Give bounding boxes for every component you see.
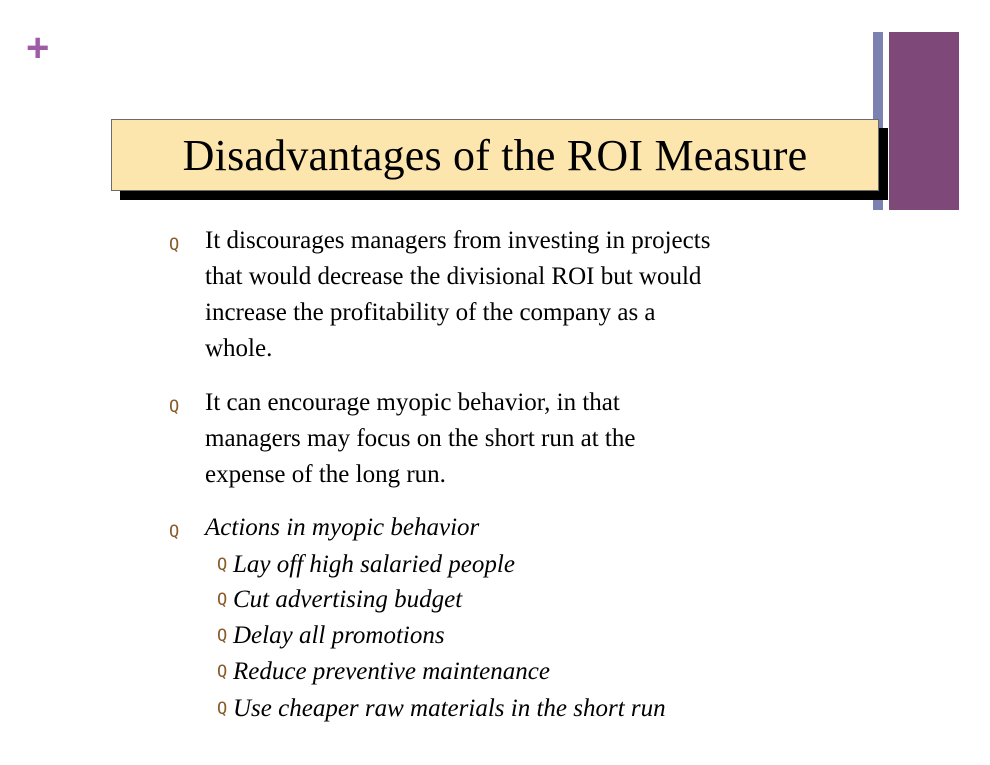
accent-bar-thick <box>889 32 959 210</box>
bullet-1-line-4: whole. <box>205 335 273 362</box>
bullet-icon: Q <box>169 397 180 417</box>
bullet-2-line-3: expense of the long run. <box>205 461 446 488</box>
list-item <box>217 582 462 618</box>
sub-bullet-icon: Q <box>217 555 228 575</box>
list-item <box>217 654 550 690</box>
sub-bullet-icon: Q <box>217 699 228 719</box>
sub-bullet-icon: Q <box>217 662 228 682</box>
sub-item-text: Lay off high salaried people <box>233 551 515 578</box>
bullet-1-line-2: that would decrease the divisional ROI but would <box>205 263 702 290</box>
title-box <box>111 119 879 191</box>
bullet-1-text <box>205 223 845 367</box>
sub-item-text: Use cheaper raw materials in the short run <box>233 695 666 722</box>
bullet-icon: Q <box>169 522 180 542</box>
bullet-1-line-1: It discourages managers from investing in projects <box>205 227 711 254</box>
list-item <box>217 547 515 583</box>
bullet-2-text <box>205 385 845 493</box>
bullet-icon: Q <box>169 235 180 255</box>
sub-bullet-icon: Q <box>217 590 228 610</box>
plus-icon: + <box>26 26 50 70</box>
sub-item-text: Reduce preventive maintenance <box>233 658 550 685</box>
bullet-1-line-3: increase the profitability of the company as a <box>205 299 656 326</box>
bullet-2-line-2: managers may focus on the short run at the <box>205 425 636 452</box>
sub-bullet-icon: Q <box>217 626 228 646</box>
sub-item-text: Cut advertising budget <box>233 586 463 613</box>
bullet-2-line-1: It can encourage myopic behavior, in that <box>205 389 620 416</box>
bullet-3-line-1: Actions in myopic behavior <box>205 514 480 541</box>
sub-item-text: Delay all promotions <box>233 622 445 649</box>
bullet-3-text <box>205 510 845 546</box>
slide-title: Disadvantages of the ROI Measure <box>182 130 808 180</box>
list-item <box>217 691 666 727</box>
list-item <box>217 618 445 654</box>
